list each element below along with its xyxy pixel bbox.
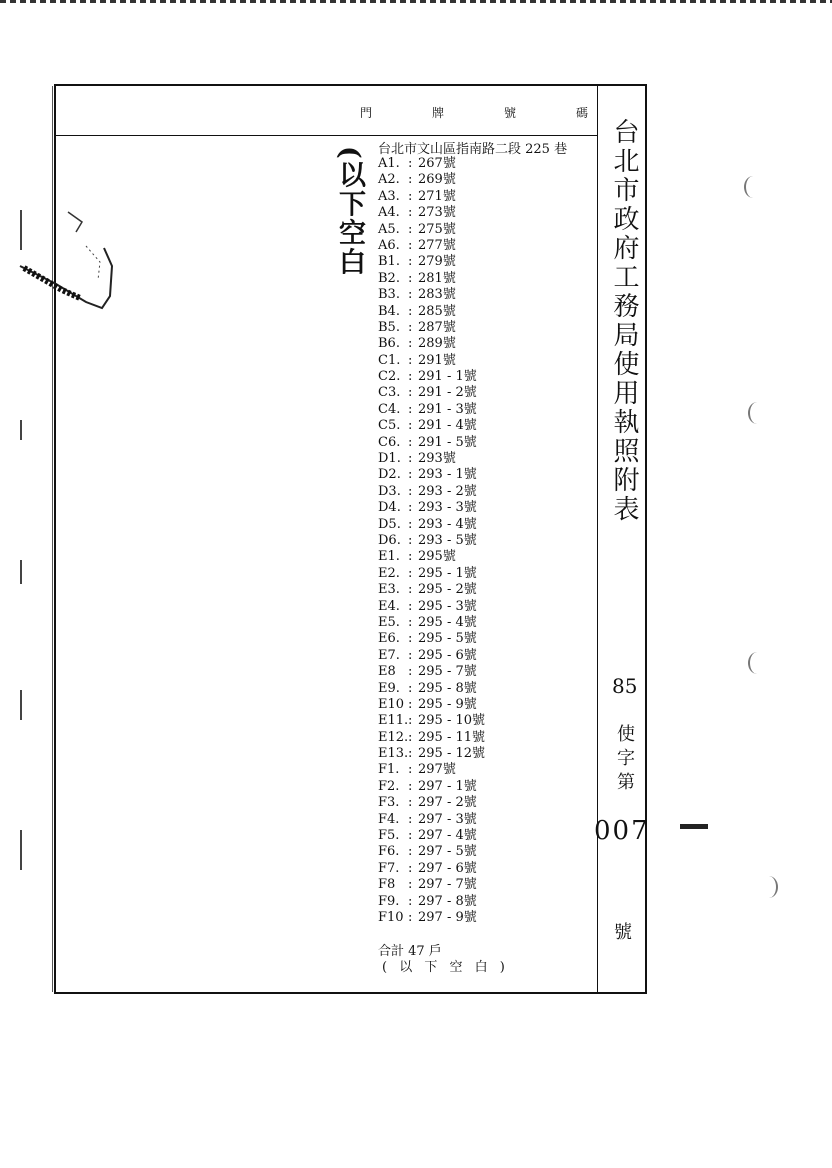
unit-code: C5. [378,418,401,434]
house-number: 287號 [418,319,456,335]
address-row [378,549,485,565]
separator: : [408,860,413,876]
unit-code: F8 [378,877,396,893]
separator: : [408,319,413,335]
house-number: 275號 [418,221,456,237]
house-number: 289號 [418,336,456,352]
house-number: 295 - 7號 [418,664,477,680]
separator: : [408,877,413,893]
unit-code: B1. [378,254,400,270]
margin-mark [20,690,22,720]
address-row [378,304,485,320]
address-row [378,664,485,680]
separator: : [408,221,413,237]
address-row [378,730,485,746]
unit-code: E5. [378,614,400,630]
address-row [378,189,485,205]
address-row [378,894,485,910]
address-row [378,484,485,500]
house-number: 291 - 4號 [418,418,477,434]
house-number: 297 - 5號 [418,844,477,860]
unit-code: D4. [378,500,401,516]
address-row [378,287,485,303]
house-number: 297 - 7號 [418,877,477,893]
house-number: 295號 [418,549,456,565]
house-number: 283號 [418,287,456,303]
unit-code: F9. [378,893,400,909]
address-row [378,795,485,811]
scan-smudge [680,824,708,829]
house-number: 285號 [418,303,456,319]
unit-code: A3. [378,188,400,204]
address-row [378,435,485,451]
separator: : [408,254,413,270]
unit-code: B2. [378,270,400,286]
separator: : [408,385,413,401]
unit-code: F7. [378,860,400,876]
address-row [378,222,485,238]
house-number: 293 - 2號 [418,483,477,499]
margin-mark [20,420,22,440]
separator: : [408,614,413,630]
unit-code: E9. [378,680,400,696]
house-number: 297 - 3號 [418,811,477,827]
address-row [378,713,485,729]
document-title: 台北市政府工務局使用執照附表 [609,118,639,524]
column-header-char: 牌 [431,106,446,120]
separator: : [408,696,413,712]
unit-code: F3. [378,795,400,811]
staple-clip-mark [16,206,120,326]
permit-year: 85 [612,674,638,698]
unit-code: F4. [378,811,400,827]
unit-code: C1. [378,352,401,368]
house-number: 291 - 2號 [418,385,477,401]
house-number: 291 - 1號 [418,369,477,385]
address-row [378,156,485,172]
house-number: 297 - 4號 [418,828,477,844]
column-header-char: 門 [360,106,375,120]
house-number: 295 - 11號 [418,729,486,745]
house-number: 291 - 3號 [418,401,477,417]
house-number: 291號 [418,352,456,368]
house-number: 297 - 2號 [418,795,477,811]
address-row [378,615,485,631]
unit-code: D5. [378,516,401,532]
separator: : [408,188,413,204]
separator: : [408,762,413,778]
house-number: 297 - 8號 [418,893,477,909]
separator: : [408,631,413,647]
address-row [378,467,485,483]
unit-code: A5. [378,221,400,237]
house-number: 295 - 6號 [418,647,477,663]
house-number: 293 - 5號 [418,532,477,548]
address-row [378,517,485,533]
separator: : [408,516,413,532]
address-row [378,418,485,434]
house-number: 291 - 5號 [418,434,477,450]
house-number: 273號 [418,205,456,221]
separator: : [408,598,413,614]
address-row [378,353,485,369]
address-row [378,697,485,713]
column-header [360,104,590,124]
address-row [378,172,485,188]
separator: : [408,172,413,188]
address-row [378,812,485,828]
unit-code: D6. [378,532,401,548]
address-row [378,648,485,664]
permit-word: 使字第 [614,724,635,796]
separator: : [408,287,413,303]
address-row [378,533,485,549]
separator: : [408,565,413,581]
house-number: 295 - 8號 [418,680,477,696]
unit-code: E3. [378,582,400,598]
punch-hole-mark [748,402,766,424]
address-row [378,336,485,352]
separator: : [408,713,413,729]
address-row [378,451,485,467]
address-row [378,238,485,254]
unit-code: E8 [378,664,396,680]
separator: : [408,549,413,565]
address-row [378,599,485,615]
separator: : [408,467,413,483]
house-number: 297 - 9號 [418,909,477,925]
address-row [378,910,485,926]
unit-code: A6. [378,237,400,253]
separator: : [408,664,413,680]
separator: : [408,532,413,548]
separator: : [408,237,413,253]
separator: : [408,893,413,909]
separator: : [408,336,413,352]
separator: : [408,746,413,762]
separator: : [408,778,413,794]
margin-mark [20,560,22,584]
address-row [378,254,485,270]
unit-code: F2. [378,778,400,794]
unit-code: F6. [378,844,400,860]
address-row [378,402,485,418]
separator: : [408,303,413,319]
address-row [378,681,485,697]
separator: : [408,205,413,221]
separator: : [408,729,413,745]
house-number: 295 - 10號 [418,713,486,729]
unit-code: E13. [378,746,409,762]
address-row [378,828,485,844]
house-number: 269號 [418,172,456,188]
house-number: 297 - 1號 [418,778,477,794]
unit-code: F5. [378,828,400,844]
unit-code: B5. [378,319,400,335]
unit-code: E2. [378,565,400,581]
separator: : [408,828,413,844]
house-number: 271號 [418,188,456,204]
house-number: 295 - 3號 [418,598,477,614]
punch-hole-mark [760,876,778,898]
address-row [378,844,485,860]
address-row [378,746,485,762]
title-column-divider [597,84,598,994]
separator: : [408,352,413,368]
street-address: 台北市文山區指南路二段 225 巷 [378,142,568,157]
address-row [378,631,485,647]
address-row [378,861,485,877]
address-row [378,877,485,893]
house-number: 293 - 1號 [418,467,477,483]
address-row [378,500,485,516]
address-row [378,566,485,582]
separator: : [408,270,413,286]
house-number: 297號 [418,762,456,778]
unit-code: E10 [378,696,405,712]
separator: : [408,500,413,516]
house-number: 295 - 4號 [418,614,477,630]
unit-code: B3. [378,287,400,303]
unit-code: E4. [378,598,400,614]
unit-code: B6. [378,336,400,352]
house-number: 295 - 9號 [418,696,477,712]
separator: : [408,909,413,925]
house-number: 279號 [418,254,456,270]
separator: : [408,451,413,467]
separator: : [408,647,413,663]
address-row [378,271,485,287]
separator: : [408,483,413,499]
household-total: 合計 47 戶 [378,944,442,959]
unit-code: A4. [378,205,400,221]
unit-code: D1. [378,451,401,467]
unit-code: E6. [378,631,400,647]
vertical-blank-note: (以下空白 [334,146,365,277]
house-number: 297 - 6號 [418,860,477,876]
unit-code: C3. [378,385,401,401]
unit-code: F10 [378,909,404,925]
address-list [378,156,485,926]
address-row [378,385,485,401]
separator: : [408,401,413,417]
house-number: 277號 [418,237,456,253]
unit-code: B4. [378,303,400,319]
unit-code: F1. [378,762,400,778]
unit-code: C4. [378,401,401,417]
separator: : [408,582,413,598]
unit-code: E12. [378,729,409,745]
unit-code: E7. [378,647,400,663]
margin-mark [20,830,22,870]
separator: : [408,418,413,434]
house-number: 281號 [418,270,456,286]
house-number: 295 - 2號 [418,582,477,598]
address-row [378,779,485,795]
house-number: 295 - 1號 [418,565,477,581]
separator: : [408,680,413,696]
unit-code: D2. [378,467,401,483]
separator: : [408,844,413,860]
blank-below-note: ( 以 下 空 白 ) [382,960,509,975]
separator: : [408,369,413,385]
house-number: 293號 [418,451,456,467]
unit-code: A2. [378,172,400,188]
column-header-char: 碼 [575,106,590,120]
address-row [378,762,485,778]
separator: : [408,795,413,811]
address-row [378,369,485,385]
header-rule [56,135,597,136]
unit-code: D3. [378,483,401,499]
punch-hole-mark [748,652,766,674]
column-header-char: 號 [503,106,518,120]
unit-code: E11. [378,713,409,729]
scan-top-edge [0,0,832,3]
unit-code: C6. [378,434,401,450]
house-number: 293 - 4號 [418,516,477,532]
address-row [378,205,485,221]
house-number: 293 - 3號 [418,500,477,516]
permit-number: 007 [594,816,650,846]
permit-suffix: 號 [614,922,632,943]
punch-hole-mark [744,176,762,198]
house-number: 267號 [418,156,456,171]
unit-code: E1. [378,549,400,565]
separator: : [408,811,413,827]
separator: : [408,156,413,171]
address-row [378,320,485,336]
house-number: 295 - 12號 [418,746,486,762]
separator: : [408,434,413,450]
house-number: 295 - 5號 [418,631,477,647]
address-row [378,582,485,598]
unit-code: C2. [378,369,401,385]
unit-code: A1. [378,156,400,171]
